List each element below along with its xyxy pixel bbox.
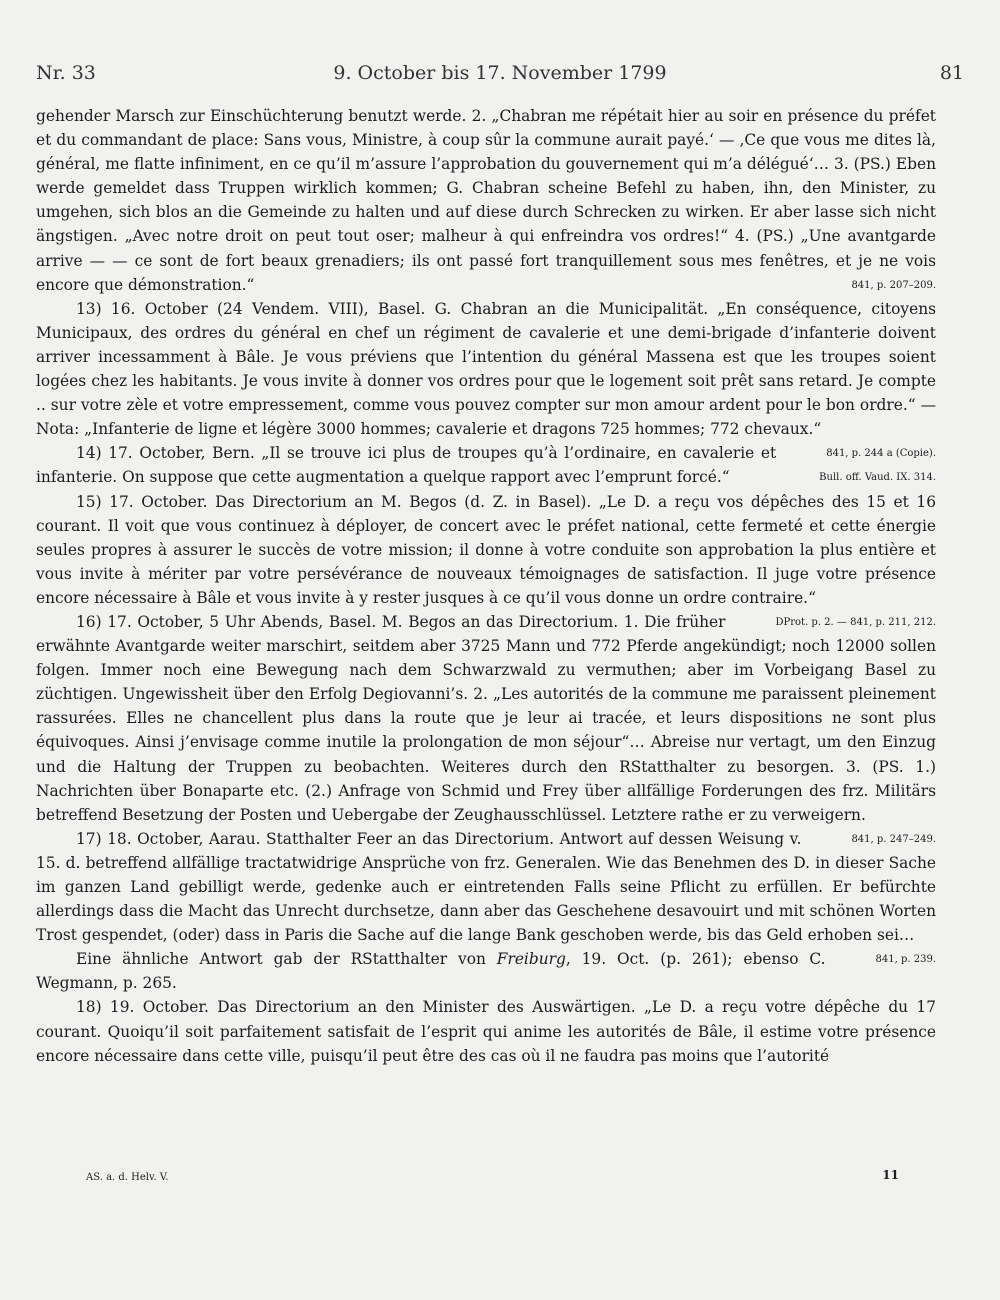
entry-13 [36, 297, 936, 460]
note-text-pre: Eine ähnliche Antwort gab der RStatthalter von [76, 950, 497, 969]
source-reference: Bull. off. Vaud. IX. 314. [819, 472, 936, 484]
source-reference: 841, p. 239. [875, 954, 936, 966]
paragraph-continuation [36, 104, 936, 297]
signature-mark: AS. a. d. Helv. V. [86, 1172, 169, 1183]
page-number: 81 [939, 62, 964, 84]
source-reference: 841, p. 244 a (Copie). [826, 448, 936, 460]
source-reference: 841, p. 247–249. [851, 833, 936, 845]
paragraph-text: 16) 17. October, 5 Uhr Abends, Basel. M. Begos an das Directorium. 1. Die früher erwähnte Avantgarde weiter marschirt, seitdem aber 3725 Mann und 772 Pferde angekündigt; noch 12000 sollen folgen. Immer noch eine Bewegung nach dem Schwarzwald zu vermuthen; aber im Vorbeigang Basel zu züchtigen. Ungewissheit über den Erfolg Degiovanni’s. 2. „Les autorités de la commune me paraissent pleinement rassurées. Elles ne chancellent plus dans la route que je leur ai tracée, et leurs dispositions ne sont plus équivoques. Ainsi j’envisage comme inutile la prolongation de mon séjour“… Abreise nur vertagt, um den Einzug und die Haltung der Truppen zu beobachten. Weiteres durch den RStatthalter zu besorgen. 3. (PS. 1.) Nachrichten über Bonaparte etc. (2.) Anfrage von Schmid und Frey über allfällige Forderungen des frz. Militärs betreffend Besetzung der Posten und Uebergabe der Zeughausschlüssel. Letztere rathe er zu verweigern. [36, 612, 936, 824]
paragraph-text: 14) 17. October, Bern. „Il se trouve ici plus de troupes qu’à l’ordinaire, en cavalerie et infanterie. On suppose que cette augmentation a quelque rapport avec l’emprunt forcé.“ [36, 444, 777, 487]
note-text-post: , 19. Oct. (p. 261); ebenso C. Wegmann, p. 265. [36, 950, 826, 993]
entry-18 [36, 995, 936, 1067]
note-place-name: Freiburg [496, 950, 566, 969]
sheet-number: 11 [882, 1168, 899, 1182]
paragraph-text: 17) 18. October, Aarau. Statthalter Feer an das Directorium. Antwort auf dessen Weisung v. 15. d. betreffend allfällige tractatwidrige Ansprüche von frz. Generalen. Wie das Benehmen des D. in dieser Sache im ganzen Land gebilligt werde, gedenke auch er eintretenden Falls seine Pflicht zu erfüllen. Er befürchte allerdings dass die Macht das Unrecht durchsetze, dann aber das Geschehene desavouirt und mit schönen Worten Trost gespendet, (oder) dass in Paris die Sache auf die lange Bank geschoben werde, bis das Geld erhoben sei… [36, 829, 936, 945]
document-number: Nr. 33 [36, 62, 96, 84]
paragraph-text: 15) 17. October. Das Directorium an M. Begos (d. Z. in Basel). „Le D. a reçu vos dépêches des 15 et 16 courant. Il voit que vous continuez à déployer, de concert avec le préfet national, cette fermeté et cette énergie seules propres à assurer le succès de votre mission; il donne à votre conduite son approbation la plus entière et vous invite à mériter par votre persévérance de nouveaux témoignages de satisfaction. Il juge votre présence encore nécessaire à Bâle et vous invite à y rester jusques à ce qu’il vous donne un ordre contraire.“ [36, 492, 936, 607]
paragraph-text: 18) 19. October. Das Directorium an den Minister des Auswärtigen. „Le D. a reçu votre dépêche du 17 courant. Quoiqu’il soit parfaitement satisfait de l’esprit qui anime les autorités de Bâle, il estime votre présence encore nécessaire dans cette ville, puisqu’il peut être des cas où il ne faudra pas moins que l’autorité [36, 998, 936, 1065]
source-reference: DProt. p. 2. — 841, p. 211, 212. [775, 616, 936, 628]
page-body [36, 104, 936, 1068]
entry-15 [36, 490, 936, 628]
source-reference: 841, p. 207–209. [851, 279, 936, 291]
page-footer [36, 1168, 964, 1190]
paragraph-text: 13) 16. October (24 Vendem. VIII), Basel. G. Chabran an die Municipalität. „En conséquence, citoyens Municipaux, des ordres du général en chef un régiment de cavalerie et une demi-brigade d’infanterie doivent arriver incessamment à Bâle. Je vous préviens que l’intention du général Massena est que les troupes soient logées chez les habitants. Je vous invite à donner vos ordres pour que le logement soit prêt sans retard. Je compte .. sur votre zèle et votre empressement, comme vous pouvez compter sur mon amour ardent pour le bon ordre.“ — Nota: „Infanterie de ligne et légère 3000 hommes; cavalerie et dragons 725 hommes; 772 chevaux.“ [36, 299, 936, 439]
note-paragraph [36, 947, 936, 995]
entry-16 [36, 610, 936, 845]
running-title: 9. October bis 17. November 1799 [333, 62, 667, 84]
page-header [36, 62, 964, 90]
paragraph-text: gehender Marsch zur Einschüchterung benutzt werde. 2. „Chabran me répétait hier au soir en présence du préfet et du commandant de place: Sans vous, Ministre, à coup sûr la commune aurait payé.‘ — ‚Ce que vous me dites là, général, me flatte infiniment, en ce qu’il m’assure l’approbation du gouvernement qui m’a délégué‘… 3. (PS.) Eben werde gemeldet dass Truppen wirklich kommen; G. Chabran scheine Befehl zu haben, ihn, den Minister, zu umgehen, sich blos an die Gemeinde zu halten und auf diese durch Schrecken zu wirken. Er aber lasse sich nicht ängstigen. „Avec notre droit on peut tout oser; malheur à qui enfreindra vos ordres!“ 4. (PS.) „Une avantgarde arrive — — ce sont de fort beaux grenadiers; ils ont passé fort tranquillement sous mes fenêtres, et je ne vois encore que démonstration.“ [36, 107, 936, 294]
